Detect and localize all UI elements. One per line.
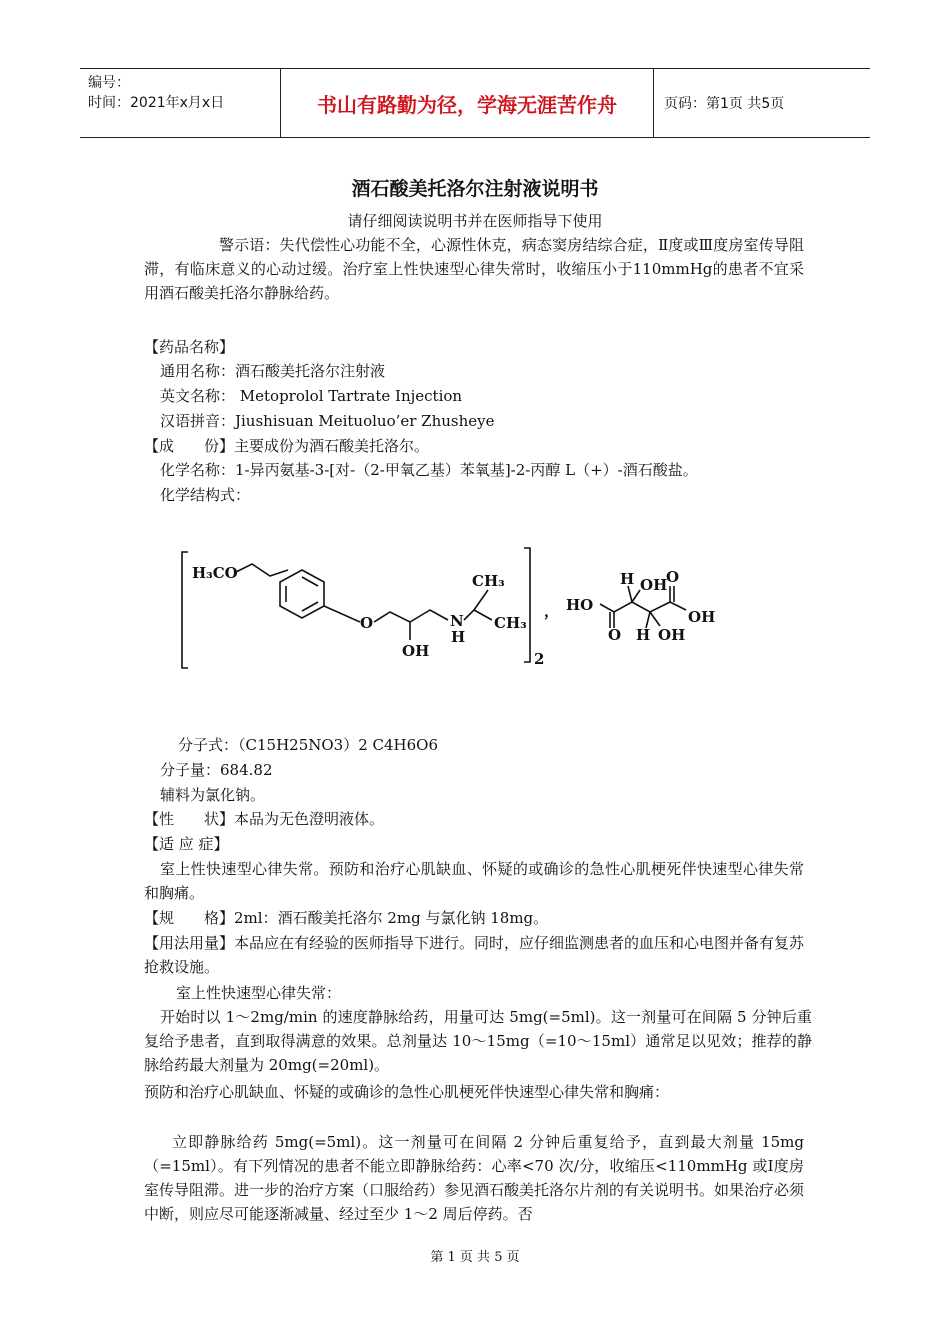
english-name: 英文名称： Metoprolol Tartrate Injection (160, 387, 463, 405)
molecular-weight: 分子量：684.82 (160, 761, 273, 779)
h-top-label: H (620, 570, 635, 588)
header-meta (80, 69, 280, 137)
generic-name: 通用名称：酒石酸美托洛尔注射液 (160, 362, 386, 380)
header-table (80, 68, 870, 138)
ch3-top-label: CH₃ (472, 572, 505, 590)
indication-text: 室上性快速型心律失常。预防和治疗心肌缺血、怀疑的或确诊的急性心肌梗死伴快速型心律失常和胸痛。 (144, 860, 804, 902)
n-label: N (450, 612, 464, 630)
oh-label: OH (402, 642, 430, 660)
page-title: 酒石酸美托洛尔注射液说明书 (351, 178, 599, 200)
molecular-formula: 分子式：（C15H25NO3）2 C4H6O6 (178, 736, 438, 754)
indication-heading: 【适 应 症】 (144, 835, 229, 853)
drug-name-heading: 【药品名称】 (144, 338, 235, 356)
subtitle: 请仔细阅读说明书并在医师指导下使用 (347, 212, 603, 230)
ch3-right-label: CH₃ (494, 614, 527, 632)
page-info: 页码：第1页 共5页 (664, 96, 785, 112)
motto: 书山有路勤为径，学海无涯苦作舟 (280, 69, 654, 137)
appearance: 【性 状】本品为无色澄明液体。 (144, 810, 385, 828)
o-bottom-label: O (608, 626, 622, 644)
specification: 【规 格】2ml：酒石酸美托洛尔 2mg 与氯化钠 18mg。 (144, 909, 549, 927)
subscript-label: 2 (534, 650, 545, 668)
time-line: 时间：2021年x月x日 (88, 95, 225, 111)
excipient: 辅料为氯化钠。 (160, 786, 266, 804)
chemical-name: 化学名称：1-异丙氨基-3-[对-（2-甲氧乙基）苯氧基]-2-丙醇 L（+）-酒石酸盐。 (160, 461, 698, 479)
mi-heading: 预防和治疗心肌缺血、怀疑的或确诊的急性心肌梗死伴快速型心律失常和胸痛： (144, 1083, 670, 1101)
structure-label: 化学结构式： (160, 486, 251, 504)
pinyin-name: 汉语拼音：Jiushisuan Meituoluo’er Zhusheye (160, 412, 495, 430)
h3co-label: H₃CO (192, 564, 238, 582)
number-label: 编号： (88, 75, 130, 91)
composition: 【成 份】主要成份为酒石酸美托洛尔。 (144, 437, 430, 455)
o-top-label: O (666, 568, 680, 586)
dosage-intro: 【用法用量】本品应在有经验的医师指导下进行。同时，应仔细监测患者的血压和心电图并备有复苏抢救设施。 (144, 934, 805, 976)
oh-right-label: OH (688, 608, 716, 626)
svt-heading: 室上性快速型心律失常： (176, 984, 342, 1002)
h-label: H (451, 628, 466, 646)
comma-label: ， (544, 602, 560, 620)
mi-text: 立即静脉给药 5mg(=5ml)。这一剂量可在间隔 2 分钟后重复给予，直到最大剂量 15mg（=15ml）。有下列情况的患者不能立即静脉给药：心率<70 次/分，收缩压<110mmHg 或Ⅰ度房室传导阻滞。进一步的治疗方案（口服给药）参见酒石酸美托洛尔片剂的有关说明书。如果治疗必须中断，则应尽可能逐渐减量、经过至少 1～2 周后停药。否 (144, 1133, 805, 1223)
ho-label: HO (566, 596, 594, 614)
h-bottom-label: H (636, 626, 651, 644)
chemical-structure (174, 540, 734, 680)
oh-top-label: OH (640, 576, 668, 594)
o-label: O (360, 614, 374, 632)
svt-text: 开始时以 1～2mg/min 的速度静脉给药，用量可达 5mg(=5ml)。这一剂量可在间隔 5 分钟后重复给予患者，直到取得满意的效果。总剂量达 10～15mg（=10～15ml）通常足以见效；推荐的静脉给药最大剂量为 20mg(=20ml)。 (144, 1008, 812, 1074)
oh-bottom-label: OH (658, 626, 686, 644)
page-footer: 第 1 页 共 5 页 (430, 1250, 520, 1265)
warning-paragraph: 警示语：失代偿性心功能不全，心源性休克，病态窦房结综合症，Ⅱ度或Ⅲ度房室传导阻滞，有临床意义的心动过缓。治疗室上性快速型心律失常时，收缩压小于110mmHg的患者不宜采用酒石酸美托洛尔静脉给药。 (144, 236, 804, 302)
